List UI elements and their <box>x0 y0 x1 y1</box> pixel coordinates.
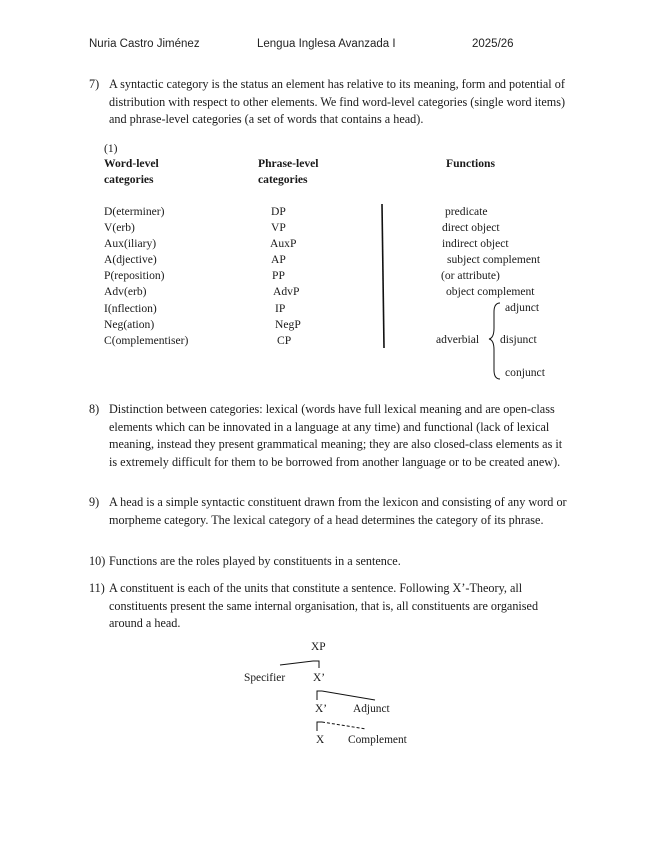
table-row: predicate <box>445 205 488 218</box>
table-row: DP <box>271 205 286 218</box>
header-word-level-line1: Word-level <box>104 157 159 170</box>
tree-node-xbar-top: X’ <box>313 672 326 684</box>
list-item-10 <box>89 553 569 571</box>
table-row: AuxP <box>270 237 297 251</box>
table-row: PP <box>272 269 285 283</box>
table-row: AdvP <box>273 285 300 299</box>
table-row: indirect object <box>442 237 509 251</box>
table-row: VP <box>271 221 286 235</box>
table-row: AP <box>271 253 286 267</box>
adverbial-adjunct: adjunct <box>505 301 540 314</box>
item-text: A syntactic category is the status an element has relative to its meaning, form and potential of distribution with respect to other elements. We find word-level categories (single word items) and phrase-level categories (a set of words that contains a head). <box>109 77 566 127</box>
item-number: 11) <box>89 581 105 595</box>
adverbial-label: adverbial <box>436 333 480 346</box>
table-row: object complement <box>446 285 535 299</box>
header-functions: Functions <box>446 157 495 170</box>
header-phrase-level <box>258 156 319 188</box>
header-course: Lengua Inglesa Avanzada I <box>257 38 396 50</box>
adverbial-conjunct: conjunct <box>505 366 545 379</box>
table-row: (or attribute) <box>441 269 500 283</box>
header-word-level <box>104 156 159 188</box>
item-text: A head is a simple syntactic constituent drawn from the lexicon and consisting of any word or morpheme category. The lexical category of a head determines the category of its phrase. <box>109 495 567 527</box>
item-number: 7) <box>89 77 100 91</box>
table-separator-line <box>382 204 384 348</box>
table-row: CP <box>277 333 292 347</box>
tree-node-xbar-mid: X’ <box>315 703 328 715</box>
item-number: 10) <box>89 554 106 568</box>
x-bar-tree-lines <box>280 661 375 731</box>
functions-column <box>441 204 541 301</box>
header-year: 2025/26 <box>472 38 514 50</box>
phrase-categories-column <box>270 204 301 349</box>
table-row: C(omplementiser) <box>104 333 189 347</box>
table-row: subject complement <box>447 253 541 267</box>
word-categories-column <box>104 204 188 349</box>
tree-node-adjunct: Adjunct <box>353 703 390 715</box>
table-row: V(erb) <box>104 221 135 235</box>
header-phrase-level-line1: Phrase-level <box>258 157 319 170</box>
table-row: Adv(erb) <box>104 285 147 299</box>
table-row: D(eterminer) <box>104 205 165 218</box>
tree-node-complement: Complement <box>348 734 407 746</box>
header-phrase-level-line2: categories <box>258 173 308 187</box>
item-text: Distinction between categories: lexical (words have full lexical meaning and are open-class elements which can be innovated in a language at any time) and functional (lack of lexical meaning, instead they present grammatical meaning; they are also closed-class elements as it is extremely difficult for them to be borrowed from another language or to be created anew). <box>109 402 563 469</box>
example-label: (1) <box>104 142 118 155</box>
tree-node-specifier: Specifier <box>244 672 286 684</box>
list-item-7 <box>89 76 569 129</box>
list-item-11 <box>89 580 569 633</box>
table-row: Neg(ation) <box>104 317 155 331</box>
table-row: Aux(iliary) <box>104 237 157 251</box>
item-text: A constituent is each of the units that constitute a sentence. Following X’-Theory, all constituents present the same internal organisation, that is, all constituents are organised around a head. <box>109 581 539 631</box>
header-word-level-line2: categories <box>104 173 154 187</box>
list-item-8 <box>89 401 569 471</box>
item-number: 9) <box>89 495 100 509</box>
curly-brace <box>489 303 500 379</box>
header-author: Nuria Castro Jiménez <box>89 38 200 50</box>
table-row: I(nflection) <box>104 301 157 315</box>
table-row: A(djective) <box>104 253 157 267</box>
list-item-9 <box>89 494 569 529</box>
item-number: 8) <box>89 402 100 416</box>
table-row: IP <box>275 301 286 315</box>
adverbial-disjunct: disjunct <box>500 333 537 346</box>
item-text: Functions are the roles played by constituents in a sentence. <box>109 554 401 568</box>
table-row: P(reposition) <box>104 269 165 283</box>
table-row: direct object <box>442 221 500 235</box>
tree-node-x: X <box>316 734 325 746</box>
tree-node-xp: XP <box>311 641 326 653</box>
table-row: NegP <box>275 317 301 331</box>
